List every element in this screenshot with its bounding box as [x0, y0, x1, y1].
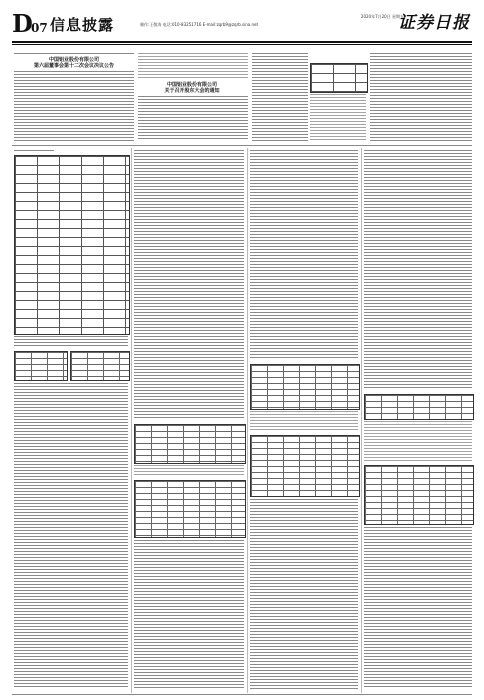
column-4-note — [364, 421, 472, 461]
column-4-body-bottom — [364, 527, 472, 689]
column-3-body-top — [250, 150, 358, 360]
announcement-1-company: 中国铝业股份有限公司 — [48, 57, 99, 63]
column-3-table-2 — [250, 435, 360, 497]
notice-3-table — [310, 63, 368, 93]
column-4-body-top — [364, 150, 472, 390]
big-table — [14, 155, 130, 335]
masthead-rule-thin — [12, 44, 472, 45]
masthead-rule — [12, 41, 472, 43]
column-divider-1 — [131, 148, 132, 693]
column-2-note — [134, 465, 244, 477]
column-4-table-1 — [364, 394, 474, 420]
column-2-body-bottom — [134, 540, 244, 689]
section-letter: D — [12, 9, 33, 38]
column-3-note — [250, 411, 358, 431]
small-table-left-b — [70, 351, 130, 381]
notice-3-body — [252, 53, 308, 141]
small-table-left-a — [14, 351, 68, 381]
column-divider-3 — [361, 148, 362, 693]
announcement-2-intro — [138, 53, 248, 79]
announcement-2-body — [138, 96, 248, 141]
dateline: 2020年7月20日 星期五 — [360, 14, 404, 19]
announcement-2-company: 中国铝业股份有限公司 — [166, 82, 217, 88]
announcement-2-title: 关于召开股东大会的通知 — [164, 88, 220, 94]
notice-3-body-cont — [310, 94, 366, 141]
column-2-table-1 — [134, 424, 246, 464]
column-4-table-2 — [364, 465, 474, 525]
footer-rule — [12, 694, 472, 695]
notice-header-left — [14, 53, 134, 56]
notice-4-body — [370, 53, 472, 141]
masthead — [12, 10, 472, 40]
column-3-table-1 — [250, 364, 360, 410]
section-number: 07 — [31, 21, 48, 35]
left-column-body — [14, 383, 128, 689]
newspaper-logo: 证券日报 — [398, 13, 470, 33]
contact-line: 制作:王敬涛 电话:010-83251716 E-mail:zqrb9@zqrb.sina.net — [140, 22, 259, 27]
column-3-body-bottom — [250, 499, 358, 689]
announcement-1-title: 第六届董事会第十二次会议决议公告 — [33, 63, 114, 69]
section-title: 信息披露 — [50, 16, 115, 34]
column-2-table-2 — [134, 480, 246, 538]
band-divider — [12, 145, 472, 146]
big-table-caption — [14, 150, 128, 154]
big-table-note — [14, 336, 128, 348]
announcement-1-body — [14, 71, 134, 141]
column-2-body-top — [134, 150, 244, 420]
column-divider-2 — [247, 148, 248, 693]
